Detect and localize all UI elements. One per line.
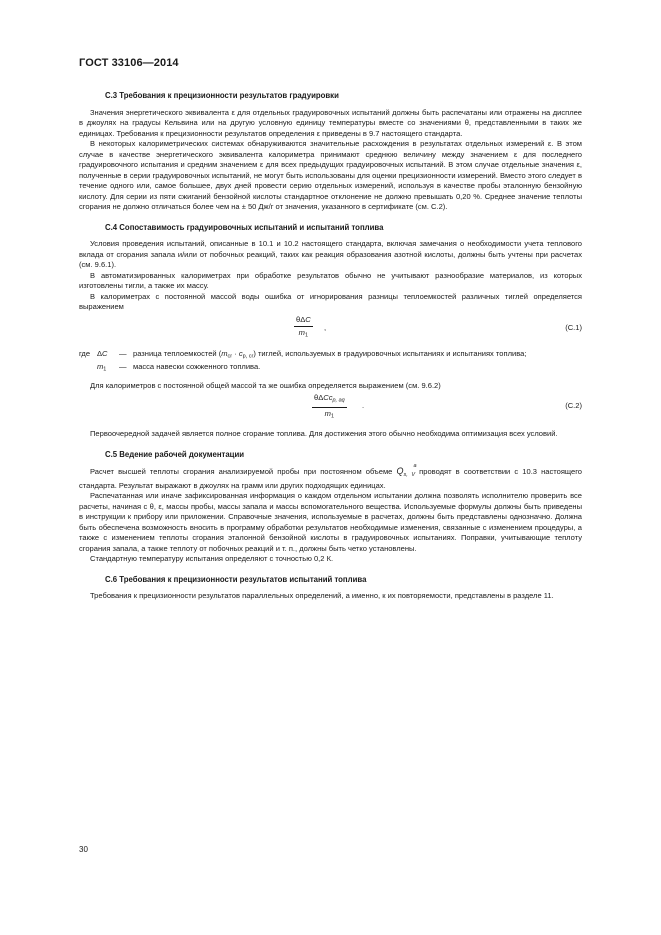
formula-numerator: θΔC bbox=[294, 315, 313, 328]
paragraph: Первоочередной задачей является полное сгорание топлива. Для достижения этого обычно необходима оптимизация всех условий. bbox=[90, 429, 558, 438]
section-title-c3: С.3 Требования к прецизионности результатов градуировки bbox=[105, 91, 339, 100]
paragraph: В автоматизированных калориметрах при обработке результатов обычно не учитывают разнообразие материалов, из которых изготовлены тигли, а также их массу. bbox=[79, 270, 582, 290]
section-title-c5: С.5 Ведение рабочей документации bbox=[105, 449, 245, 459]
definition-description: масса навески сожженного топлива. bbox=[133, 361, 261, 371]
page-number: 30 bbox=[79, 845, 88, 854]
paragraph: Значения энергетического эквивалента ε для отдельных градуировочных испытаний должны быть распечатаны или отражены на дисплее в джоулях на градусы Кельвина или на другую условную единицу температуры вместе со значениями θ, представленными в таких же единицах. Требования к прецизионности результатов определения ε приведены в 9.7 настоящего стандарта. bbox=[79, 107, 582, 138]
definition-term: ΔC bbox=[97, 348, 108, 358]
paragraph: Для калориметров с постоянной общей массой та же ошибка определяется выражением (см. 9.6.2) bbox=[90, 380, 441, 390]
formula-punctuation: , bbox=[324, 322, 327, 332]
paragraph: В некоторых калориметрических системах обнаруживаются значительные расхождения в результатах отдельных измерений ε. В этом случае в качестве энергетического эквивалента калориметра принимают среднюю величину между значением ε для последнего градуировочного испытания и средним значением ε для всех предыдущих градуировочных испытаний. В этом случае отдельные значения ε, полученные в серии градуировочных испытаний, не могут быть использованы для оценки прецизионности измерений. Вместо этого следует в течение одного или, самое большее, двух дней провести серию отдельных измерений, используя в качестве пробы эталонную бензойную кислоту. Для серии из пяти сжиганий бензойной кислоты стандартное отклонение не должно превышать 0,20 %. Среднее значение теплоты сгорания не должно отличаться более чем на ± 50 Дж/г от значения, указанного в сертификате (см. С.2). bbox=[79, 139, 582, 211]
definitions-list bbox=[79, 349, 582, 375]
definition-term: $m_1$ bbox=[97, 361, 107, 372]
definition-item: где ΔC — разница теплоемкостей $(m_{cr} \cdot c_{p, cr})$ тиглей, используемых в градуировочных испытаниях и испытаниях топлива; bbox=[79, 349, 582, 362]
formula-punctuation: . bbox=[362, 401, 365, 410]
paragraph: Стандартную температуру испытания определяют с точностью 0,2 К. bbox=[90, 554, 334, 563]
formula-denominator: $m_1$ bbox=[298, 328, 309, 339]
document-header: ГОСТ 33106—2014 bbox=[79, 57, 179, 69]
formula-numerator: θΔCc$_{p, aq}$ bbox=[312, 393, 347, 408]
formula-denominator: $m_1$ bbox=[324, 409, 335, 420]
formula-fraction bbox=[294, 315, 313, 342]
formula-c2 bbox=[79, 391, 582, 421]
formula-c1 bbox=[79, 313, 582, 343]
paragraph: Условия проведения испытаний, описанные в 10.1 и 10.2 настоящего стандарта, включая замечания о необходимости учета теплового вклада от сгорания запала и/или от побочных реакций, таких как реакция образования азотной кислоты, должны быть учтены при расчетах (см. 9.6.1). bbox=[79, 239, 582, 269]
definition-item: $m_1$ — масса навески сожженного топлива. bbox=[79, 362, 582, 375]
paragraph: Требования к прецизионности результатов параллельных определений, а именно, к их повторяемости, представлены в разделе 11. bbox=[90, 591, 554, 600]
formula-number: (С.2) bbox=[565, 401, 582, 410]
section-title-c6: С.6 Требования к прецизионности результатов испытаний топлива bbox=[105, 574, 367, 584]
paragraph: Расчет высшей теплоты сгорания анализируемой пробы при постоянном объеме Q a $_{s, V}$ проводят в соответствии с 10.3 настоящего стандарта. Результат выражают в джоулях на грамм или других подходящих единицах. bbox=[79, 463, 583, 490]
formula-symbol: Q a $_{s, V}$ bbox=[396, 463, 417, 478]
paragraph: В калориметрах с постоянной массой воды ошибка от игнорирования разницы теплоемкостей различных тиглей определяется выражением bbox=[79, 291, 582, 311]
paragraph: Распечатанная или иначе зафиксированная информация о каждом отдельном испытании должна позволять исполнителю проверить все расчеты, начиная с θ, ε, массы пробы, массы запала и массы вспомогательного вещества. Используемые формулы должны быть приведены в инструкции к прибору или приложении. Справочные значения, используемые в расчетах, должны быть представлены однозначно. Должна быть обеспечена возможность вносить в программу обработки результатов необходимые изменения, связанные с изменением процедуры, а также с изменением теплоты сгорания эталонной бензойной кислоты в градуировочных испытаниях. Поправки, учитывающие теплоту сгорания запала, а также теплоту от побочных реакций и т. п., должны быть четко установлены. bbox=[79, 491, 582, 553]
formula-fraction bbox=[312, 393, 347, 422]
formula-number: (С.1) bbox=[565, 322, 582, 332]
section-title-c4: С.4 Сопоставимость градуировочных испытаний и испытаний топлива bbox=[105, 222, 384, 232]
definition-description: разница теплоемкостей $(m_{cr} \cdot c_{p, cr})$ тиглей, используемых в градуировочных испытаниях и испытаниях топлива; bbox=[133, 348, 527, 359]
document-body bbox=[79, 91, 582, 602]
